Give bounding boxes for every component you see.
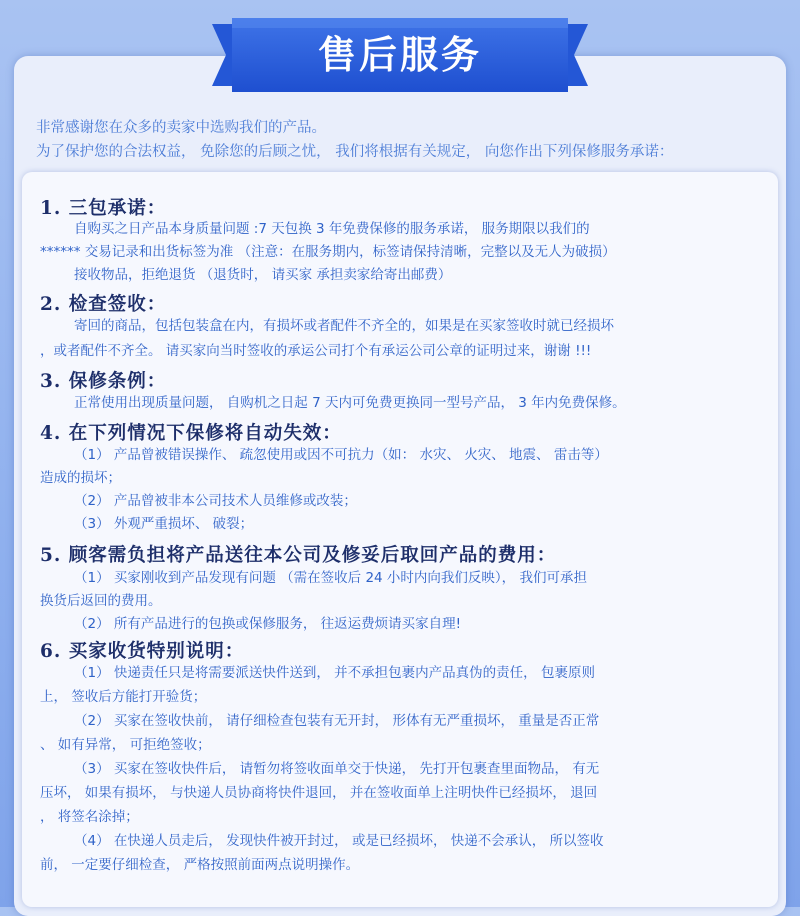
section-5-heading: 5. 顾客需负担将产品送往本公司及修妥后取回产品的费用： [40, 545, 557, 566]
title-banner [212, 18, 588, 92]
section-6-heading: 6. 买家收货特别说明： [40, 641, 245, 662]
section-4-line: 造成的损坏； [40, 470, 121, 486]
intro-line-2: 为了保护您的合法权益， 免除您的后顾之忧， 我们将根据有关规定， 向您作出下列保修服务承诺： [36, 144, 674, 160]
section-3-line: 正常使用出现质量问题， 自购机之日起 7 天内可免费更换同一型号产品， 3 年内免费保修。 [74, 395, 626, 411]
section-1-heading: 1. 三包承诺： [40, 198, 167, 219]
section-4-line: （3） 外观严重损坏、 破裂； [74, 516, 254, 532]
intro-line-1: 非常感谢您在众多的卖家中选购我们的产品。 [36, 120, 326, 136]
section-5-line: （1） 买家刚收到产品发现有问题 （需在签收后 24 小时内向我们反映）， 我们可承担 [74, 570, 587, 586]
section-6-line: 前， 一定要仔细检查， 严格按照前面两点说明操作。 [40, 857, 360, 873]
section-1-line: 接收物品，拒绝退货 （退货时， 请买家 承担卖家给寄出邮费） [74, 267, 452, 283]
section-2-line: 寄回的商品，包括包装盒在内，有损坏或者配件不齐全的，如果是在买家签收时就已经损坏 [74, 318, 614, 334]
section-4-line: （2） 产品曾被非本公司技术人员维修或改装； [74, 493, 357, 509]
section-5-line: （2） 所有产品进行的包换或保修服务， 往返运费烦请买家自理! [74, 616, 462, 632]
section-6-line: （3） 买家在签收快件后， 请暂勿将签收面单交于快递， 先打开包裹查里面物品， 有无 [74, 761, 600, 777]
section-6-line: 压坏， 如果有损坏， 与快递人员协商将快件退回， 并在签收面单上注明快件已经损坏， 退回 [40, 785, 598, 801]
section-2-line: ，或者配件不齐全。 请买家向当时签收的承运公司打个有承运公司公章的证明过来，谢谢 !!! [40, 343, 592, 359]
section-3-heading: 3. 保修条例： [40, 371, 167, 392]
section-4-heading: 4. 在下列情况下保修将自动失效： [40, 423, 342, 444]
section-2-heading: 2. 检查签收： [40, 294, 167, 315]
section-6-line: （2） 买家在签收快前， 请仔细检查包装有无开封， 形体有无严重损坏， 重量是否正常 [74, 713, 600, 729]
section-1-line: 自购买之日产品本身质量问题 :7 天包换 3 年免费保修的服务承诺， 服务期限以我们的 [74, 221, 590, 237]
section-6-line: ， 将签名涂掉； [40, 809, 139, 825]
page-title: 售后服务 [317, 33, 482, 77]
section-5-line: 换货后返回的费用。 [40, 593, 162, 609]
section-6-line: （4） 在快递人员走后， 发现快件被开封过， 或是已经损坏， 快递不会承认， 所以签收 [74, 833, 604, 849]
section-6-line: 上， 签收后方能打开验货； [40, 689, 207, 705]
intro-text [36, 116, 776, 164]
section-1-line: ****** 交易记录和出货标签为准 （注意：在服务期内，标签请保持清晰，完整以及无人为破损） [40, 244, 616, 260]
section-6-line: （1） 快递责任只是将需要派送快件送到， 并不承担包裹内产品真伪的责任， 包裹原则 [74, 665, 595, 681]
section-6-line: 、 如有异常， 可拒绝签收； [40, 737, 211, 753]
section-4-line: （1） 产品曾被错误操作、 疏忽使用或因不可抗力（如： 水灾、 火灾、 地震、 雷击等） [74, 447, 608, 463]
